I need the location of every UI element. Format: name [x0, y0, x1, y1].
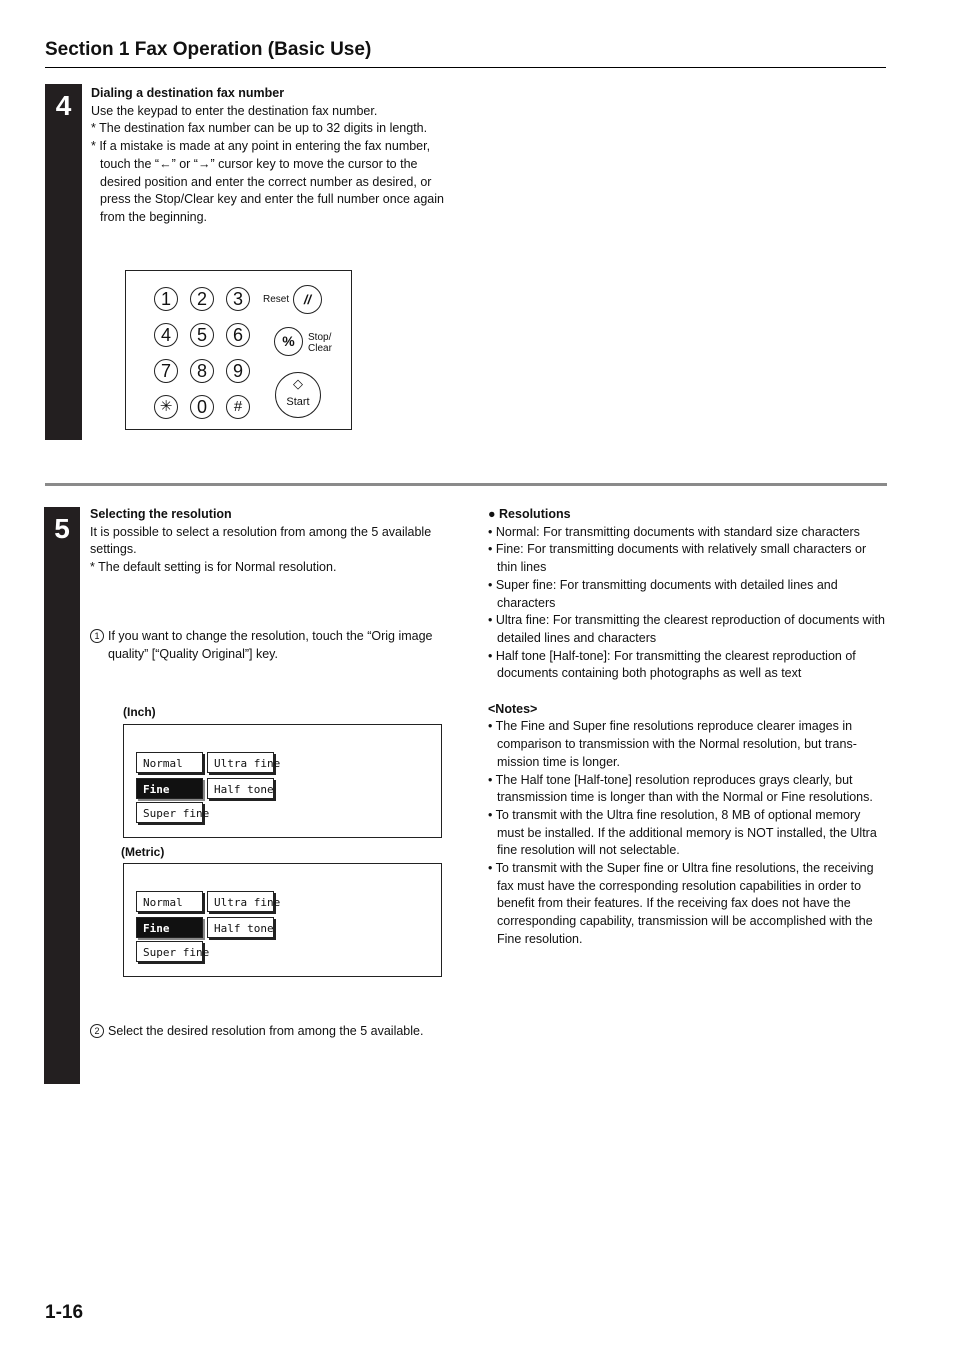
step-4-note-2: * If a mistake is made at any point in entering the fax number, touch the “←” or “→” cursor key to move the cursor to the desired position and enter the correct number as desired, or press the Stop/Clear key and enter the full number once again from the beginning. [91, 139, 444, 224]
step-5-number: 5 [54, 513, 70, 544]
keypad-key-asterisk[interactable]: ✳ [154, 395, 178, 419]
step-4-text [91, 85, 451, 227]
resolution-item: • Normal: For transmitting documents with standard size characters [488, 524, 860, 539]
resolutions-heading: ● Resolutions [488, 507, 571, 521]
substep-2 [90, 1023, 468, 1041]
resolutions-column [488, 506, 886, 949]
step-5-bar [44, 507, 80, 1084]
stop-label-line-1: Stop/ [308, 332, 332, 343]
stop-clear-key[interactable]: % [274, 327, 303, 356]
inch-half-tone-button[interactable]: Half tone [207, 778, 274, 799]
stop-clear-key-label [308, 332, 332, 354]
start-key-icon: ◇ [293, 376, 303, 391]
header-rule [45, 67, 886, 68]
note-item: • The Half tone [Half-tone] resolution reproduces grays clearly, but transmission time is longer than with the Normal or Fine resolutions. [488, 772, 873, 805]
note-item: • To transmit with the Ultra fine resolution, 8 MB of optional memory must be installed. If the additional memory is NOT installed, the Ultra fine resolution will not selectable. [488, 807, 877, 858]
step-4-heading: Dialing a destination fax number [91, 86, 285, 100]
start-key[interactable] [275, 372, 321, 418]
step-4-note-1: * The destination fax number can be up to 32 digits in length. [91, 121, 428, 136]
metric-normal-button[interactable]: Normal [136, 891, 203, 912]
reset-key-label: Reset [263, 294, 290, 305]
stop-label-line-2: Clear [308, 343, 332, 354]
inch-fine-button[interactable]: Fine [136, 778, 203, 799]
metric-half-tone-button[interactable]: Half tone [207, 917, 274, 938]
substep-2-text: Select the desired resolution from among the 5 available. [108, 1024, 424, 1038]
keypad-illustration [125, 270, 352, 430]
inch-super-fine-button[interactable]: Super fine [136, 802, 203, 823]
step-5-heading: Selecting the resolution [90, 507, 232, 521]
inch-resolution-panel [123, 724, 442, 838]
step-5-intro: It is possible to select a resolution from among the 5 available settings. [90, 524, 432, 557]
keypad-key-5[interactable]: 5 [190, 323, 214, 347]
substep-1 [90, 628, 468, 663]
resolution-item: • Ultra fine: For transmitting the clearest reproduction of documents with detailed lines and characters [488, 613, 885, 645]
step-5-note: * The default setting is for Normal resolution. [90, 560, 337, 575]
step-4-number: 4 [55, 90, 72, 121]
step-5-text [90, 506, 450, 577]
inch-ultra-fine-button[interactable]: Ultra fine [207, 752, 274, 773]
metric-fine-button[interactable]: Fine [136, 917, 203, 938]
notes-heading: <Notes> [488, 701, 538, 716]
keypad-key-7[interactable]: 7 [154, 359, 178, 383]
keypad-key-4[interactable]: 4 [154, 323, 178, 347]
keypad-key-3[interactable]: 3 [226, 287, 250, 311]
keypad-key-6[interactable]: 6 [226, 323, 250, 347]
start-key-label: Start [286, 396, 310, 408]
metric-super-fine-button[interactable]: Super fine [136, 941, 203, 962]
step-4-bar [45, 84, 82, 440]
inch-caption: (Inch) [123, 705, 156, 719]
resolution-item: • Fine: For transmitting documents with relatively small characters or thin lines [488, 542, 867, 575]
keypad-key-0[interactable]: 0 [190, 395, 214, 419]
metric-resolution-panel [123, 863, 442, 977]
keypad-key-hash[interactable]: # [226, 395, 250, 419]
reset-key[interactable]: // [293, 285, 322, 314]
note-item: • The Fine and Super fine resolutions reproduce clearer images in comparison to transmission with the Normal resolution, but trans-mission time is longer. [488, 719, 857, 769]
keypad-key-9[interactable]: 9 [226, 359, 250, 383]
keypad-key-8[interactable]: 8 [190, 359, 214, 383]
substep-1-number: 1 [90, 629, 104, 643]
page-number: 1-16 [45, 1302, 84, 1323]
section-divider [45, 483, 887, 486]
inch-normal-button[interactable]: Normal [136, 752, 203, 773]
keypad-key-1[interactable]: 1 [154, 287, 178, 311]
metric-ultra-fine-button[interactable]: Ultra fine [207, 891, 274, 912]
keypad-key-2[interactable]: 2 [190, 287, 214, 311]
note-item: • To transmit with the Super fine or Ultra fine resolutions, the receiving fax must have the corresponding resolution capabilities in order to benefit from their features. If the receiving fax does not have the corresponding capability, transmission will be accomplished with the Fine resolution. [488, 861, 874, 946]
resolution-item: • Super fine: For transmitting documents with detailed lines and characters [488, 577, 838, 610]
resolution-item: • Half tone [Half-tone]: For transmitting the clearest reproduction of documents containing both photographs as well as text [488, 648, 856, 681]
substep-2-number: 2 [90, 1024, 104, 1038]
substep-1-text: If you want to change the resolution, touch the “Orig image quality” [“Quality Original”] key. [108, 629, 433, 661]
step-4-intro: Use the keypad to enter the destination fax number. [91, 103, 378, 118]
section-title: Section 1 Fax Operation (Basic Use) [45, 39, 372, 60]
metric-caption: (Metric) [121, 845, 165, 859]
